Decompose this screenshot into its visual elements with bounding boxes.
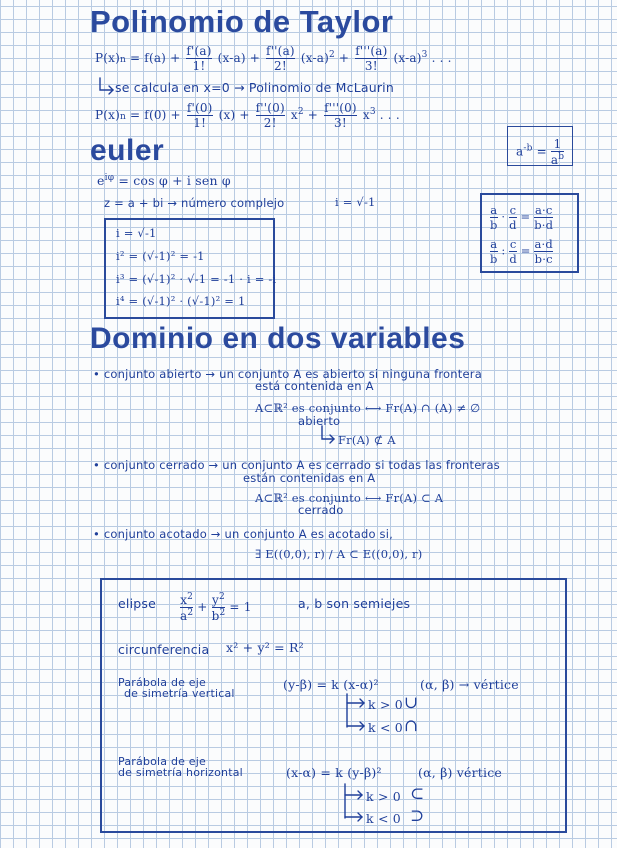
i-power-2: i² = (√-1)² = -1 — [116, 249, 205, 263]
maclaurin-formula: P(x)n = f(0) + $\frac{f'(0)}{1!}$ (x) + $\frac{f''(0)}{2!}$ $x^2$ + $\frac{f'''(0)}{3!}$ $x^3$ . . . — [95, 101, 400, 130]
i-power-3: i³ = (√-1)² · √-1 = -1 · i = -i — [116, 272, 277, 286]
euler-formula: $e^{i\varphi} = \cos \varphi + i$ sen φ — [97, 173, 231, 189]
abierto-line-1: • conjunto abierto → un conjunto A es abierto si ninguna frontera — [93, 367, 482, 381]
parabola-horizontal-open-left-icon: ⊂ — [410, 784, 425, 804]
negative-exponent-box: $a^{-b}$ = $\frac{1}{a^b}$ — [507, 126, 573, 166]
dominio-heading: Dominio en dos variables — [90, 322, 466, 355]
abierto-line-4: abierto — [298, 414, 341, 428]
fraction-div-rule: $\frac{a}{b}$ : $\frac{c}{d}$ = $\frac{a\cdot d}{b\cdot c}$ — [490, 237, 553, 266]
i-power-4: i⁴ = (√-1)² · (√-1)² = 1 — [116, 294, 246, 308]
acotado-line-1: • conjunto acotado → un conjunto A es acotado si, — [93, 527, 393, 541]
circunferencia-label: circunferencia — [118, 642, 210, 657]
parabola-vertical-formula: (y-β) = k (x-α)² — [283, 677, 379, 692]
abierto-line-2: está contenida en A — [255, 379, 374, 393]
cerrado-line-1: • conjunto cerrado → un conjunto A es cerrado si todas las fronteras — [93, 458, 500, 472]
parabola-horizontal-k-neg: k < 0 — [366, 811, 401, 826]
abierto-line-3: A⊂ℝ² es conjunto ⟷ Fr(A) ∩ (A) ≠ ∅ — [255, 401, 481, 415]
fraction-mult-rule: $\frac{a}{b}$ · $\frac{c}{d}$ = $\frac{a\cdot c}{b\cdot d}$ — [490, 203, 554, 232]
elipse-label: elipse — [118, 596, 156, 611]
cerrado-line-3: A⊂ℝ² es conjunto ⟷ Fr(A) ⊂ A — [255, 491, 444, 505]
parabola-horizontal-open-right-icon: ⊃ — [410, 806, 425, 826]
taylor-heading: Polinomio de Taylor — [90, 4, 394, 39]
parabola-vertical-vertex: (α, β) → vértice — [420, 677, 519, 692]
acotado-line-2: ∃ E((0,0), r) / A ⊂ E((0,0), r) — [255, 547, 423, 561]
taylor-formula: P(x)n = f(a) + $\frac{f'(a)}{1!}$ (x-a) + $\frac{f''(a)}{2!}$ $(x-a)^2$ + $\frac{f'''(a)}{3!}$ $(x-a)^3$ . . . — [95, 44, 452, 73]
parabola-horizontal-formula: (x-α) = k (y-β)² — [286, 765, 382, 780]
parabola-horizontal-k-pos: k > 0 — [366, 789, 401, 804]
taylor-note: se calcula en x=0 → Polinomio de McLaurin — [115, 80, 394, 95]
parabola-vertical-cap-icon: ∩ — [404, 716, 419, 736]
cerrado-line-4: cerrado — [298, 503, 344, 517]
euler-heading: euler — [90, 134, 165, 167]
parabola-horizontal-label-1: Parábola de eje — [118, 755, 206, 768]
abierto-line-5: Fr(A) ⊄ A — [338, 433, 396, 447]
parabola-horizontal-label-2: de simetría horizontal — [118, 766, 243, 779]
elipse-formula: $\frac{x^2}{a^2}$ + $\frac{y^2}{b^2}$ = 1 — [180, 592, 252, 623]
i-power-1: i = √-1 — [116, 226, 157, 240]
circunferencia-formula: x² + y² = R² — [226, 640, 304, 655]
elipse-note: a, b son semiejes — [298, 596, 411, 611]
parabola-vertical-k-pos: k > 0 — [368, 697, 403, 712]
parabola-horizontal-vertex: (α, β) vértice — [418, 765, 502, 780]
parabola-vertical-k-neg: k < 0 — [368, 720, 403, 735]
parabola-vertical-label-2: de simetría vertical — [124, 687, 235, 700]
cerrado-line-2: están contenidas en A — [243, 471, 376, 485]
parabola-vertical-label-1: Parábola de eje — [118, 676, 206, 689]
parabola-vertical-cup-icon: ∪ — [404, 693, 419, 713]
complex-number-def: z = a + bi → número complejo — [104, 196, 285, 210]
i-definition: i = √-1 — [335, 195, 376, 209]
